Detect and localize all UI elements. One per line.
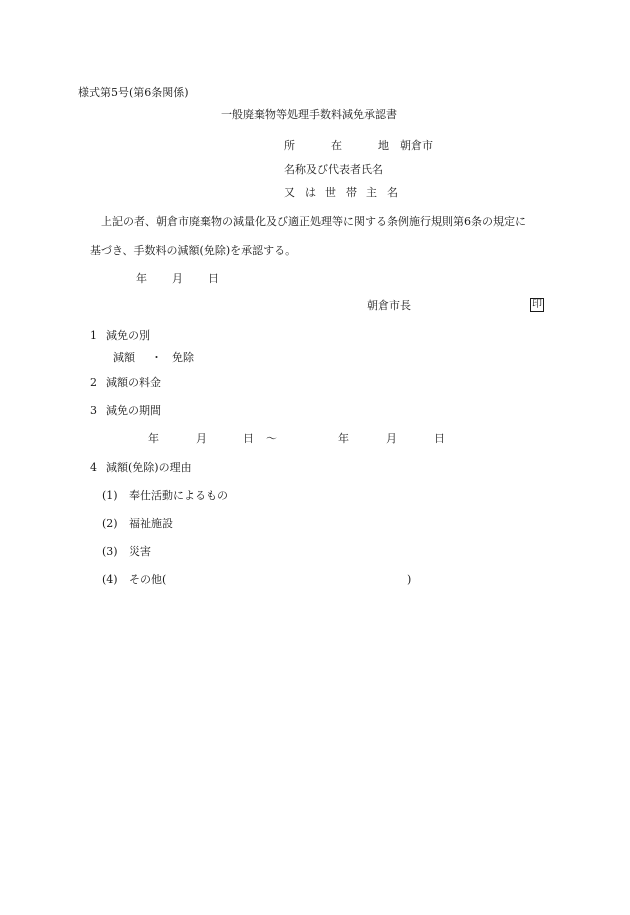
date-month: 月 bbox=[172, 272, 183, 285]
item-2-label: 減額の料金 bbox=[106, 376, 161, 389]
reason-3-number: (3) bbox=[102, 545, 118, 558]
period-from-day: 日 bbox=[243, 432, 254, 445]
option-exemption: 免除 bbox=[172, 351, 194, 364]
date-year: 年 bbox=[136, 272, 147, 285]
period-to-month: 月 bbox=[386, 432, 397, 445]
date-day: 日 bbox=[208, 272, 219, 285]
address-value: 朝倉市 bbox=[400, 139, 433, 152]
item-4-number: 4 bbox=[90, 461, 97, 474]
household-label-char-3: 世 bbox=[325, 186, 336, 199]
body-line-1: 上記の者、朝倉市廃棄物の減量化及び適正処理等に関する条例施行規則第6条の規定に bbox=[101, 215, 526, 228]
period-from-year: 年 bbox=[148, 432, 159, 445]
item-1-number: 1 bbox=[90, 329, 97, 342]
household-label-char-6: 名 bbox=[387, 186, 398, 199]
item-3-number: 3 bbox=[90, 404, 97, 417]
option-reduction: 減額 bbox=[113, 351, 135, 364]
period-to-year: 年 bbox=[338, 432, 349, 445]
body-line-2: 基づき、手数料の減額(免除)を承認する。 bbox=[90, 244, 297, 257]
name-label: 名称及び代表者氏名 bbox=[284, 163, 383, 176]
option-separator: ・ bbox=[151, 351, 162, 364]
form-number: 様式第5号(第6条関係) bbox=[78, 86, 189, 99]
document-title: 一般廃棄物等処理手数料減免承認書 bbox=[221, 108, 397, 121]
period-to-day: 日 bbox=[434, 432, 445, 445]
reason-4-number: (4) bbox=[102, 573, 118, 586]
reason-1-text: 奉仕活動によるもの bbox=[129, 489, 228, 502]
household-label-char-1: 又 bbox=[284, 186, 295, 199]
household-label-char-4: 帯 bbox=[346, 186, 357, 199]
item-1-label: 減免の別 bbox=[106, 329, 150, 342]
issuer: 朝倉市長 bbox=[367, 299, 411, 312]
reason-2-text: 福祉施設 bbox=[129, 517, 173, 530]
reason-1-number: (1) bbox=[102, 489, 118, 502]
reason-2-number: (2) bbox=[102, 517, 118, 530]
address-label-char-3: 地 bbox=[378, 139, 389, 152]
household-label-char-2: は bbox=[305, 186, 316, 199]
household-label-char-5: 主 bbox=[366, 186, 377, 199]
item-3-label: 減免の期間 bbox=[106, 404, 161, 417]
reason-4-text: その他( bbox=[129, 573, 167, 586]
period-from-month: 月 bbox=[196, 432, 207, 445]
item-4-label: 減額(免除)の理由 bbox=[106, 461, 192, 474]
item-2-number: 2 bbox=[90, 376, 97, 389]
address-label-char-2: 在 bbox=[331, 139, 342, 152]
reason-3-text: 災害 bbox=[129, 545, 151, 558]
seal-stamp: 印 bbox=[532, 299, 542, 310]
address-label-char-1: 所 bbox=[284, 139, 295, 152]
reason-4-close-paren: ) bbox=[407, 573, 412, 586]
period-tilde: ～ bbox=[266, 432, 277, 445]
